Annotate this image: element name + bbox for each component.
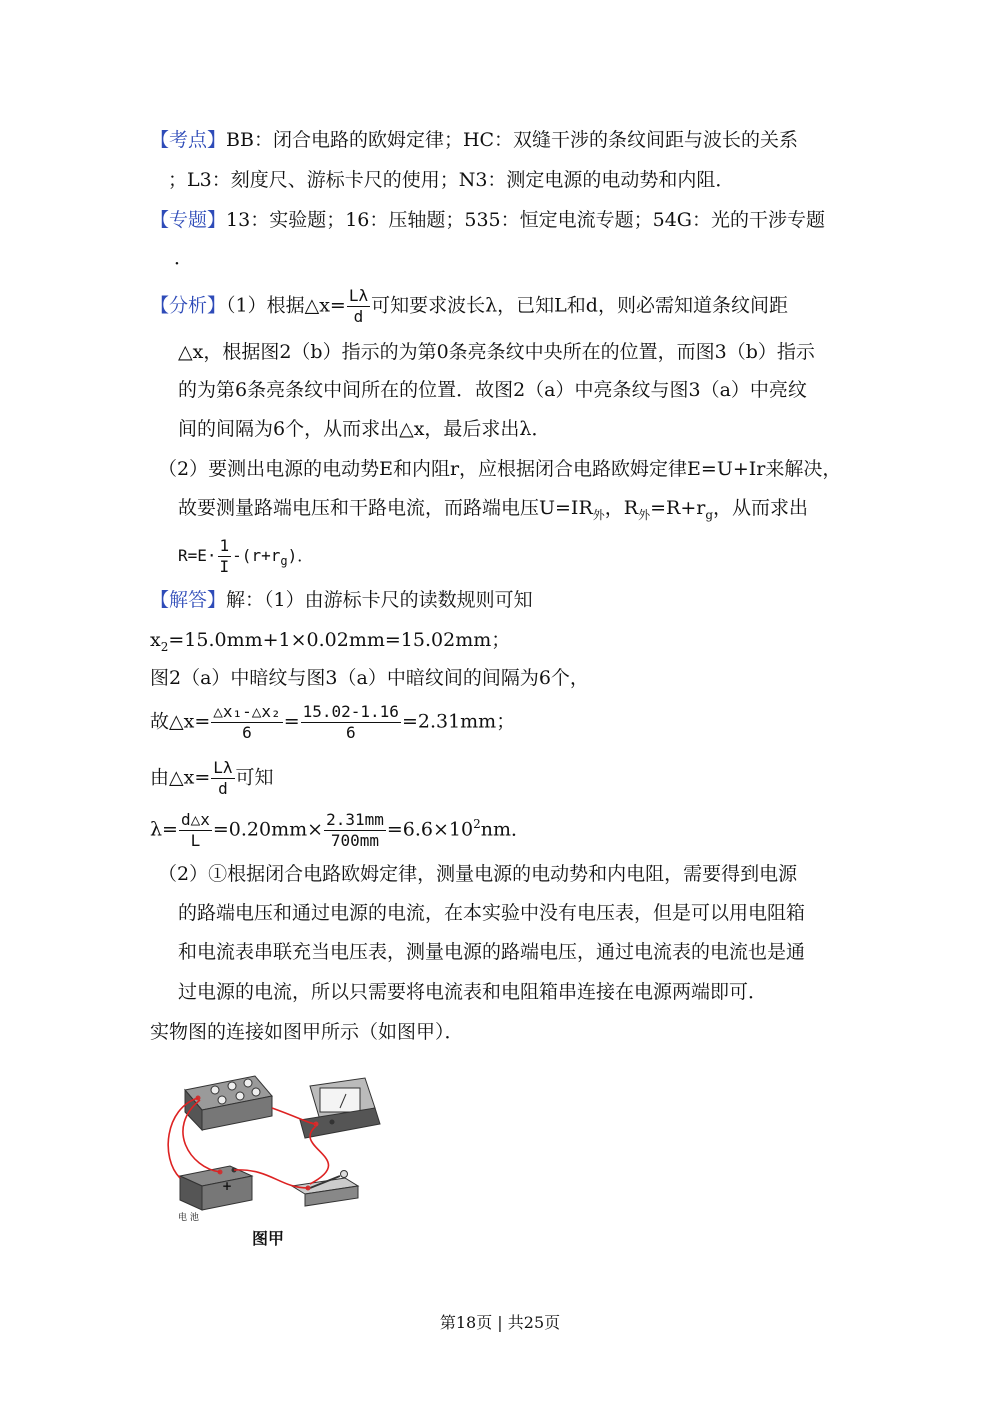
- kaodian-tag: 【考点】: [150, 129, 227, 151]
- jieda-line-6: [150, 810, 530, 851]
- jieda-l6-den2: 700mm: [330, 831, 380, 850]
- jieda-line-4: 故△x= $\frac{\text{△x₁-△x₂}}{6}$ = $\frac{15.02-1.16}{6}$ =2.31mm；: [150, 702, 516, 742]
- jieda-l5pre: 由△x=: [150, 766, 211, 789]
- jieda-l4-den: 6: [242, 723, 252, 742]
- fenxi-fraction: [347, 286, 370, 327]
- jieda-l6sup: 2: [473, 817, 481, 832]
- zhuanti-line-1: [150, 206, 825, 234]
- fenxi-l6sub: 外: [592, 507, 605, 522]
- jieda-p2: 的路端电压和通过电源的电流，在本实验中没有电压表，但是可以用电阻箱: [178, 902, 806, 924]
- jieda-l2a: x: [150, 629, 161, 651]
- jieda-l4pre: 故△x=: [150, 710, 211, 733]
- fenxi-line-7: [178, 536, 313, 577]
- circuit-figure: [160, 1068, 390, 1228]
- jieda-l5-num: Lλ: [213, 758, 233, 777]
- jieda-l6-num2: 2.31mm: [326, 810, 384, 829]
- jieda-l5post: 可知: [235, 766, 274, 789]
- fenxi-l6sub2: 外: [638, 507, 651, 522]
- jieda-l4-frac1: [211, 702, 282, 743]
- fenxi-l6b: ，R: [604, 497, 639, 519]
- page-footer: 第18页 | 共25页: [439, 1313, 561, 1332]
- figure-caption: 图甲: [252, 1229, 285, 1248]
- jieda-l6-den: L: [190, 831, 201, 850]
- jieda-l6-frac2: [324, 810, 386, 851]
- jieda-l6-num: d△x: [180, 810, 210, 829]
- jieda-line-2: [150, 626, 510, 661]
- kaodian-line-2: ；L3：刻度尺、游标卡尺的使用；N3：测定电源的电动势和内阻．: [168, 169, 735, 191]
- kaodian-line-1: [150, 126, 798, 154]
- zhuanti-tag: 【专题】: [150, 209, 227, 231]
- fenxi-l7-fraction: [218, 536, 232, 577]
- jieda-line-1: [150, 586, 533, 614]
- jieda-l4-num2: 15.02-1.16: [302, 702, 399, 721]
- fenxi-line-5: （2）要测出电源的电动势E和内阻r，应根据闭合电路欧姆定律E=U+Ir来解决，: [158, 458, 842, 480]
- jieda-l4-num: △x₁-△x₂: [213, 702, 281, 721]
- jieda-l5-frac: [211, 758, 234, 799]
- fenxi-l7sub: g: [280, 554, 288, 569]
- kaodian-text: BB：闭合电路的欧姆定律；HC：双缝干涉的条纹间距与波长的关系: [226, 129, 799, 151]
- jieda-tag: 【解答】: [150, 589, 227, 611]
- jieda-line-5: [150, 758, 274, 799]
- jieda-p1: （2）①根据闭合电路欧姆定律，测量电源的电动势和内电阻，需要得到电源: [158, 863, 798, 885]
- fenxi-line-4: 间的间隔为6个，从而求出△x，最后求出λ．: [178, 418, 551, 440]
- fenxi-l7a: R=E·: [178, 546, 217, 565]
- jieda-l6post: =6.6×10: [386, 818, 474, 841]
- zhuanti-line-2: ．: [174, 247, 194, 269]
- jieda-p3: 和电流表串联充当电压表，测量电源的路端电压，通过电流表的电流也是通: [178, 941, 806, 963]
- jieda-l6pre: λ=: [150, 818, 178, 841]
- fenxi-pre: （1）根据△x=: [226, 294, 346, 317]
- fenxi-l7b: -(r+r: [232, 546, 281, 565]
- fenxi-line-6: [178, 494, 808, 529]
- fenxi-l6sub3: g: [705, 507, 714, 522]
- zhuanti-text: 13：实验题；16：压轴题；535：恒定电流专题；54G：光的干涉专题: [226, 209, 825, 231]
- jieda-l1: 解：（1）由游标卡尺的读数规则可知: [226, 589, 533, 611]
- jieda-l4-den2: 6: [345, 723, 356, 742]
- jieda-l4-frac2: [301, 702, 401, 743]
- jieda-p4: 过电源的电流，所以只需要将电流表和电阻箱串连接在电源两端即可．: [178, 981, 768, 1003]
- jieda-p5: 实物图的连接如图甲所示（如图甲）．: [150, 1021, 464, 1043]
- jieda-l2b: =15.0mm+1×0.02mm=15.02mm；: [168, 629, 511, 651]
- fenxi-l7c: )．: [287, 546, 314, 565]
- battery-icon: [178, 1166, 252, 1223]
- jieda-l2sub: 2: [160, 639, 169, 654]
- fenxi-l6a: 故要测量路端电压和干路电流，而路端电压U=IR: [178, 497, 593, 519]
- resistance-box-icon: [185, 1076, 272, 1130]
- fenxi-frac-den: d: [353, 307, 364, 326]
- fenxi-post: 可知要求波长λ，已知L和d，则必需知道条纹间距: [371, 294, 788, 317]
- fenxi-tag: 【分析】: [150, 294, 227, 317]
- battery-plus-sign: +: [222, 1179, 233, 1193]
- fenxi-l7-num: 1: [219, 536, 230, 555]
- jieda-l6-frac1: [179, 810, 212, 851]
- jieda-l5-den: d: [218, 779, 228, 798]
- jieda-l4post: =2.31mm；: [401, 710, 516, 733]
- fenxi-line-3: 的为第6条亮条纹中间所在的位置．故图2（a）中亮条纹与图3（a）中亮纹: [178, 379, 807, 401]
- fenxi-frac-num: Lλ: [348, 286, 369, 305]
- fenxi-l6d: ，从而求出: [713, 497, 809, 519]
- fenxi-l6c: =R+r: [650, 497, 706, 519]
- jieda-line-3: 图2（a）中暗纹与图3（a）中暗纹间的间隔为6个，: [150, 667, 589, 689]
- jieda-l6end: nm．: [480, 818, 530, 841]
- fenxi-line-2: △x，根据图2（b）指示的为第0条亮条纹中央所在的位置，而图3（b）指示: [178, 341, 815, 363]
- fenxi-l7-den: I: [219, 557, 230, 576]
- battery-label: 电 池: [178, 1213, 199, 1223]
- fenxi-line-1: [150, 286, 788, 327]
- jieda-l6mid: =0.20mm×: [212, 818, 324, 841]
